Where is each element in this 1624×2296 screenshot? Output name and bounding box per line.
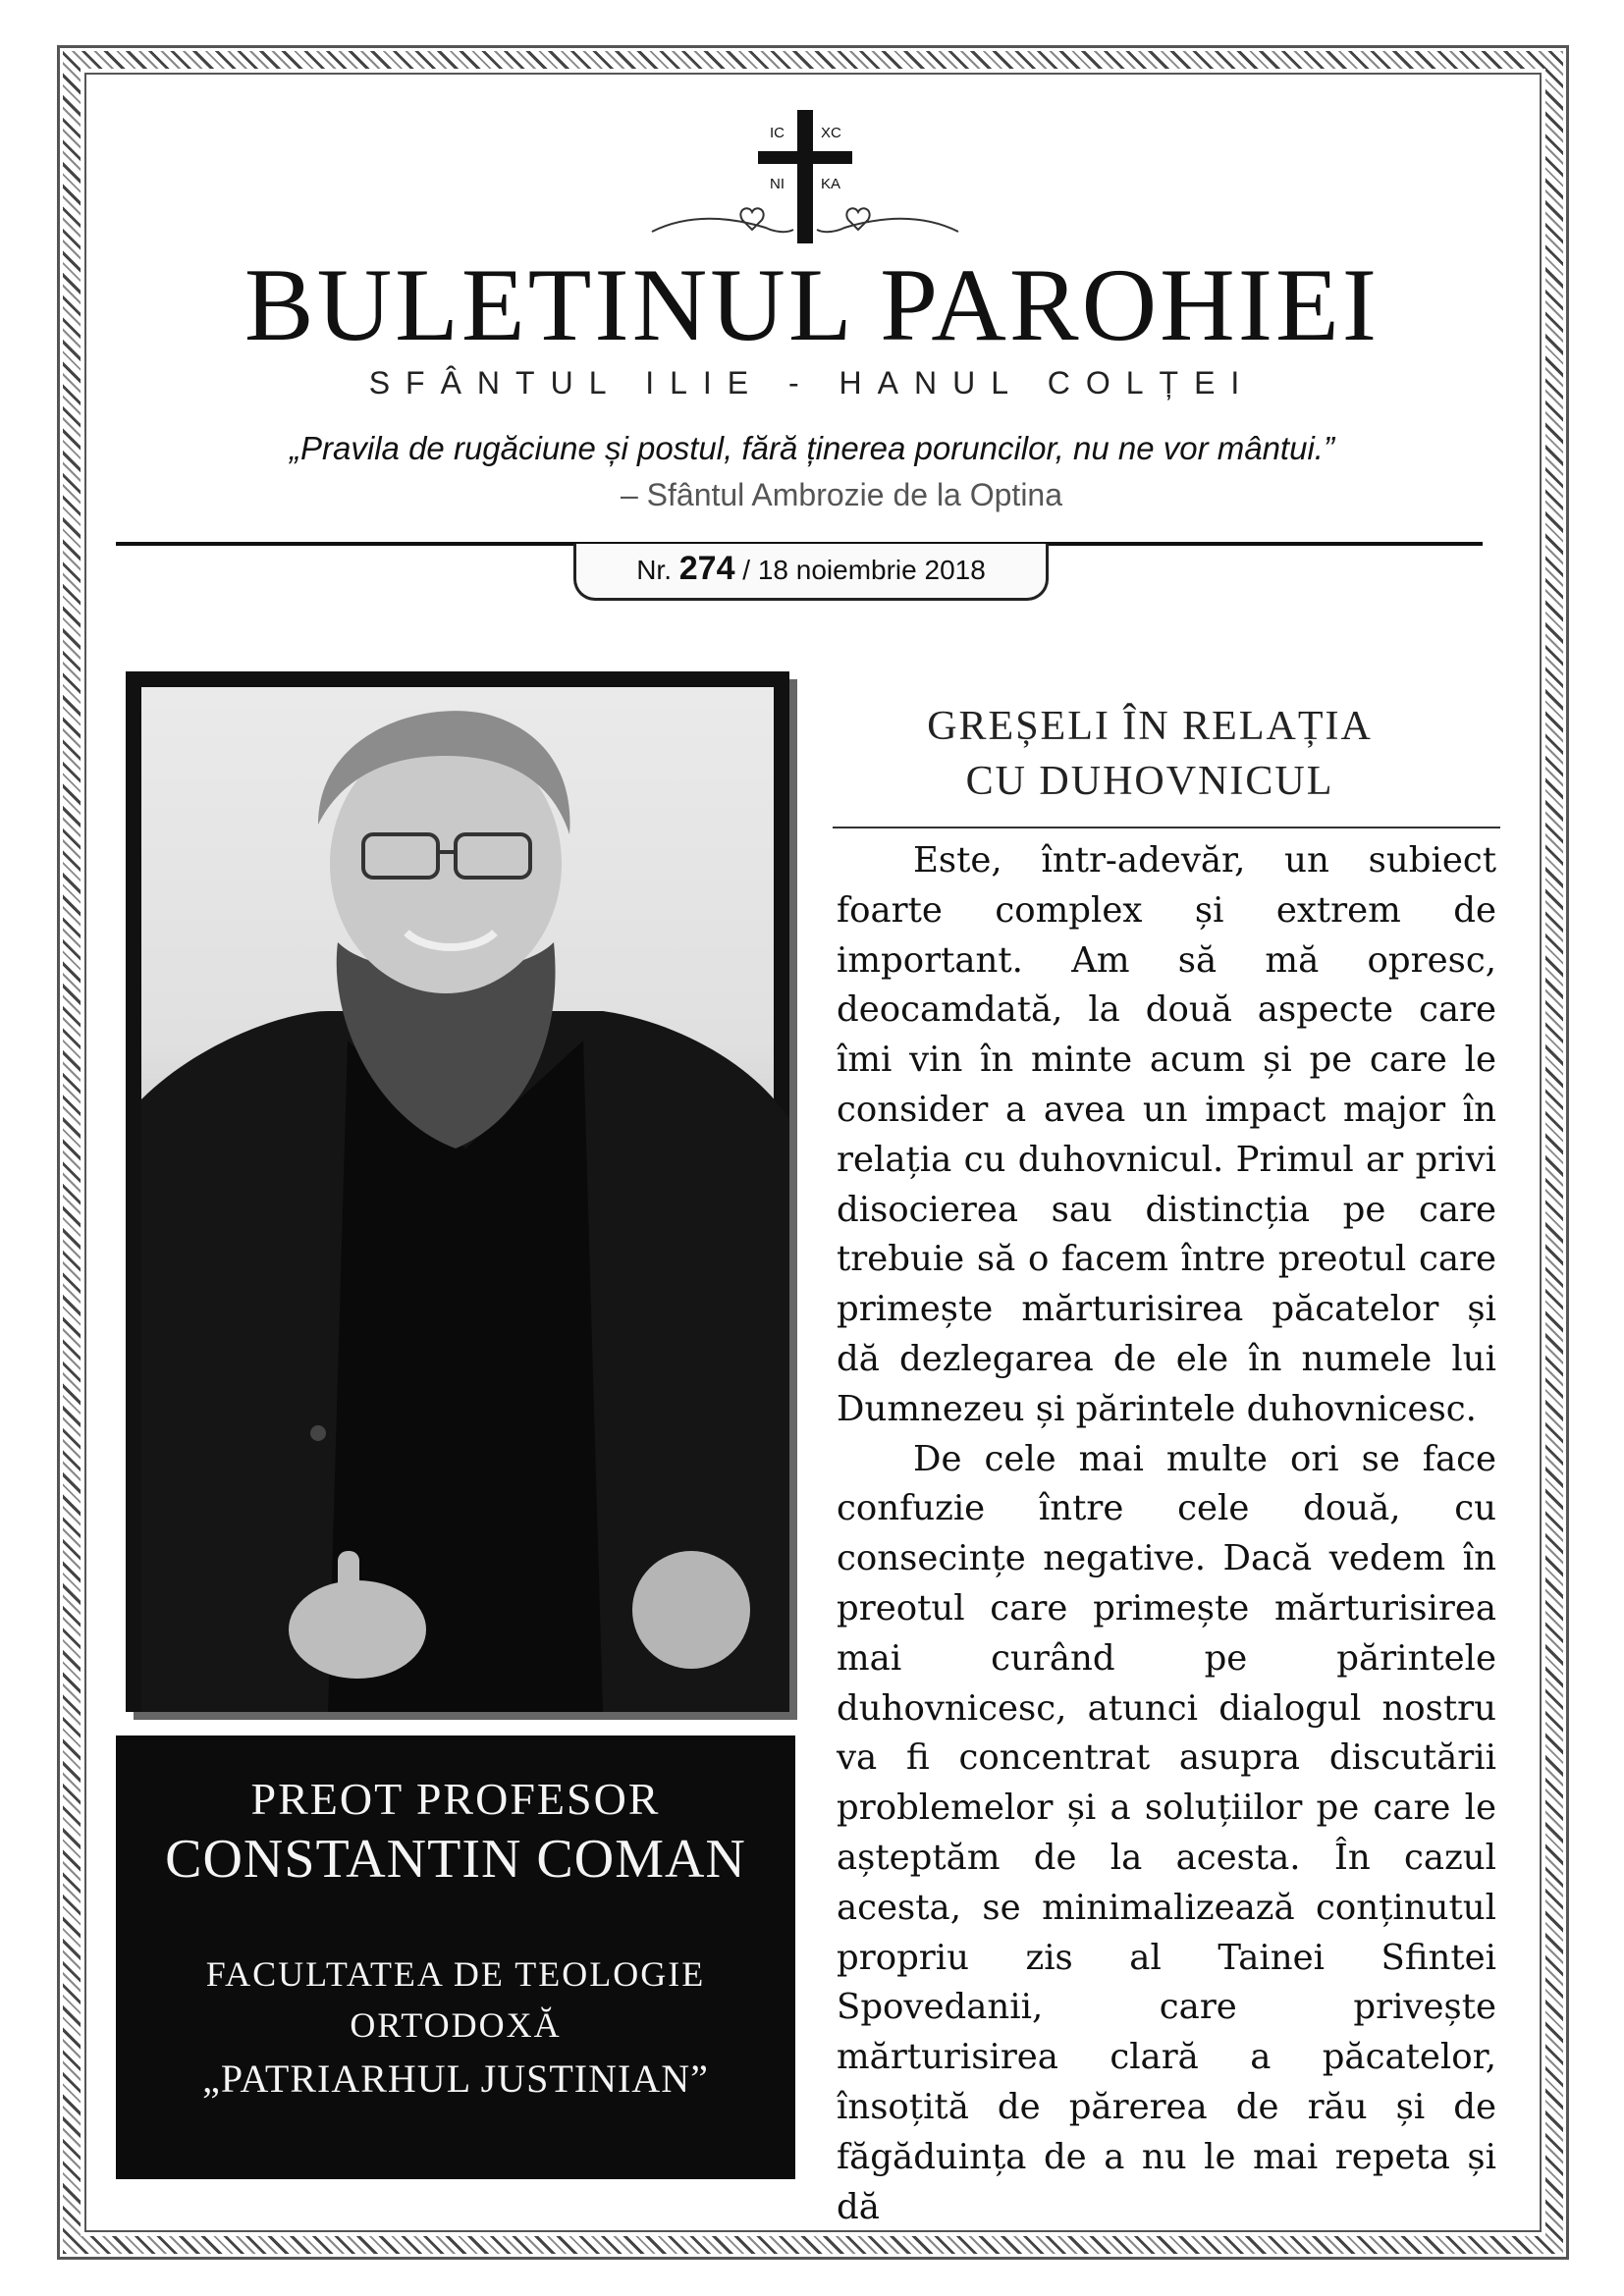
issue-date: / 18 noiembrie 2018 [742,555,986,585]
cross-letter-xc: XC [821,125,841,141]
motto-quote: „Pravila de rugăciune și postul, fără ținerea poruncilor, nu ne vor mântui.” [290,430,1334,466]
issue-prefix: Nr. [636,555,672,585]
masthead-title: BULETINUL PAROHIEI [244,247,1380,362]
affiliation-line2: ORTODOXĂ [350,2005,562,2045]
article-title-line1: GREȘELI ÎN RELAȚIA [927,704,1373,749]
author-name: CONSTANTIN COMAN [165,1829,746,1890]
motto-author: – Sfântul Ambrozie de la Optina [620,477,1063,512]
author-title: PREOT PROFESOR [250,1774,661,1824]
issue-number: 274 [678,550,735,587]
cross-horizontal-bar [758,151,852,164]
article-paragraph: De cele mai multe ori se face confuzie între cele două, cu consecințe negative. Dacă vedem în preotul care primește mărturisirea mai curând pe părintele duhovnicesc, atunci dialogul nostru va fi concentrat asupra discutării problemelor și a soluțiilor pe care le așteptăm de la acesta. În cazul acesta, se minimalizează conținutul propriu zis al Tainei Sfintei Spovedanii, care privește mărturisirea clară a păcatelor, însoțită de părerea de rău și de făgăduința de a nu le mai repeta și dă [837,1438,1496,2227]
photo-image [141,687,774,1696]
author-caption [116,1735,795,2179]
masthead-subtitle: SFÂNTUL ILIE - HANUL COLȚEI [368,365,1256,400]
cross-letter-ni: NI [770,176,785,192]
article-title [831,699,1469,809]
cross-vertical-bar [797,110,813,243]
affiliation-line3: „PATRIARHUL JUSTINIAN” [202,2056,709,2101]
cross-letter-ic: IC [770,125,785,141]
orthodox-cross-emblem [648,106,962,253]
article-divider [833,827,1500,828]
affiliation-line1: FACULTATEA DE TEOLOGIE [205,1954,706,1994]
article-title-line2: CU DUHOVNICUL [965,759,1334,804]
priest-photo [126,671,789,1712]
article-body [837,836,1496,2227]
issue-badge [573,544,1049,601]
article-paragraph: Este, într-adevăr, un subiect foarte complex și extrem de important. Am să mă opresc, deocamdată, la două aspecte care îmi vin în minte acum și pe care le consider a avea un impact major în relația cu duhovnicul. Primul ar privi disocierea sau distincția pe care trebuie să o facem între preotul care primește mărturisirea păcatelor și dă dezlegarea de ele în numele lui Dumnezeu și părintele duhovnicesc. [837,840,1496,1429]
cross-letter-ka: KA [821,176,841,192]
